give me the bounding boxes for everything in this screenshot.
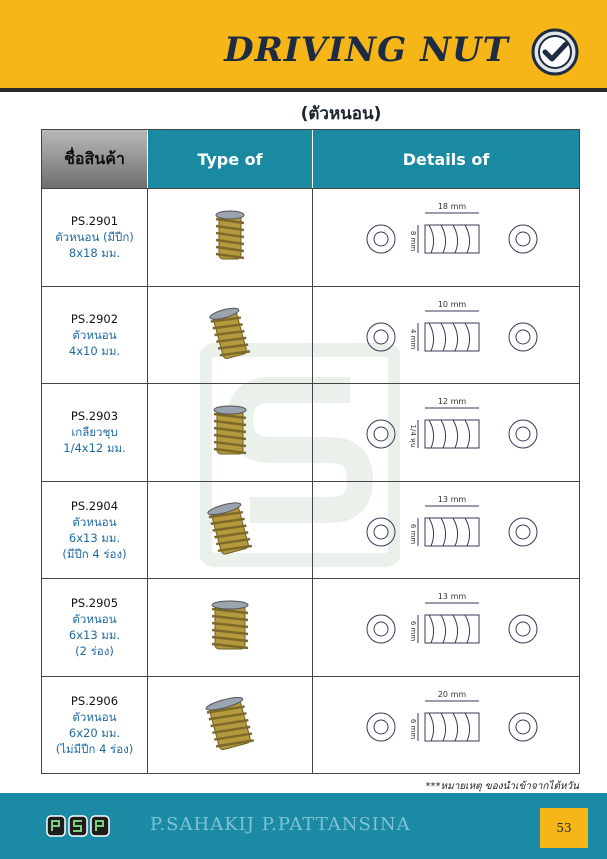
technical-drawing bbox=[313, 677, 579, 774]
driving-nut-photo bbox=[148, 677, 313, 774]
dimension-diameter: 6 mm bbox=[409, 523, 417, 544]
table-row bbox=[42, 188, 579, 286]
dimension-length: 13 mm bbox=[437, 592, 467, 601]
product-name-cell bbox=[42, 287, 148, 384]
dimension-length: 12 mm bbox=[437, 397, 467, 406]
technical-drawing bbox=[313, 384, 579, 481]
product-extra: (มีปีก 4 ร่อง) bbox=[62, 546, 127, 561]
footnote: ***หมายเหตุ ของนำเข้าจากไต้หวัน bbox=[425, 781, 579, 792]
product-code: PS.2903 bbox=[70, 409, 119, 424]
product-name: ตัวหนอน bbox=[72, 327, 117, 342]
dimension-diameter: 6 mm bbox=[409, 718, 417, 739]
product-name: ตัวหนอน bbox=[72, 709, 117, 724]
technical-drawing-cell bbox=[313, 189, 579, 286]
dimension-diameter: 8 mm bbox=[409, 230, 417, 252]
page-number: 53 bbox=[540, 808, 588, 848]
page-title: DRIVING NUT bbox=[224, 30, 509, 70]
dimension-diameter: 4 mm bbox=[409, 328, 417, 349]
subtitle: (ตัวหนอน) bbox=[300, 104, 382, 124]
driving-nut-photo bbox=[148, 287, 313, 384]
product-size: 4x10 มม. bbox=[68, 343, 121, 358]
product-code: PS.2905 bbox=[70, 596, 119, 611]
product-name: ตัวหนอน bbox=[72, 514, 117, 529]
product-image-cell bbox=[148, 189, 313, 286]
technical-drawing bbox=[313, 287, 579, 384]
product-name-cell bbox=[42, 189, 148, 286]
dimension-diameter: 1/4 หุน bbox=[409, 424, 417, 448]
driving-nut-photo bbox=[148, 189, 313, 286]
product-image-cell bbox=[148, 287, 313, 384]
table-row bbox=[42, 676, 579, 774]
table-row bbox=[42, 481, 579, 579]
footer-brand-text: P.SAHAKIJ P.PATTANSINA bbox=[150, 814, 411, 835]
table-row bbox=[42, 578, 579, 676]
header-divider bbox=[0, 88, 607, 92]
technical-drawing-cell bbox=[313, 482, 579, 579]
technical-drawing-cell bbox=[313, 384, 579, 481]
product-size: 6x13 มม. bbox=[68, 628, 121, 643]
dimension-length: 18 mm bbox=[437, 202, 467, 211]
dimension-length: 20 mm bbox=[437, 689, 467, 699]
technical-drawing-cell bbox=[313, 287, 579, 384]
company-logo-icon bbox=[46, 815, 110, 837]
product-code: PS.2906 bbox=[70, 693, 119, 708]
table-header bbox=[42, 130, 579, 188]
driving-nut-photo bbox=[148, 579, 313, 676]
product-image-cell bbox=[148, 677, 313, 774]
technical-drawing bbox=[313, 482, 579, 579]
header-details: Details of bbox=[313, 130, 579, 188]
check-circle-icon bbox=[530, 27, 580, 77]
product-extra: (ไม่มีปีก 4 ร่อง) bbox=[55, 741, 134, 756]
technical-drawing bbox=[313, 579, 579, 676]
product-image-cell bbox=[148, 384, 313, 481]
product-name-cell bbox=[42, 384, 148, 481]
product-code: PS.2904 bbox=[70, 498, 119, 513]
driving-nut-photo bbox=[148, 384, 313, 481]
table-row bbox=[42, 383, 579, 481]
header-type: Type of bbox=[148, 130, 313, 188]
technical-drawing bbox=[313, 189, 579, 286]
dimension-length: 13 mm bbox=[437, 494, 467, 504]
product-size: 8x18 มม. bbox=[68, 246, 121, 261]
product-image-cell bbox=[148, 482, 313, 579]
product-size: 6x13 มม. bbox=[68, 530, 121, 545]
product-name-cell bbox=[42, 677, 148, 774]
technical-drawing-cell bbox=[313, 677, 579, 774]
technical-drawing-cell bbox=[313, 579, 579, 676]
product-extra: (2 ร่อง) bbox=[75, 644, 114, 659]
header-product-name: ชื่อสินค้า bbox=[42, 130, 148, 188]
product-name: ตัวหนอน (มีปีก) bbox=[55, 230, 134, 245]
product-code: PS.2901 bbox=[70, 214, 119, 229]
product-name-cell bbox=[42, 579, 148, 676]
product-name-cell bbox=[42, 482, 148, 579]
product-size: 6x20 มม. bbox=[68, 725, 121, 740]
product-code: PS.2902 bbox=[70, 311, 119, 326]
product-image-cell bbox=[148, 579, 313, 676]
product-size: 1/4x12 มม. bbox=[63, 441, 126, 456]
product-name: เกลียวชุบ bbox=[71, 425, 118, 440]
product-table bbox=[41, 129, 580, 774]
dimension-diameter: 6 mm bbox=[409, 620, 417, 642]
driving-nut-photo bbox=[148, 482, 313, 579]
product-name: ตัวหนอน bbox=[72, 612, 117, 627]
table-row bbox=[42, 286, 579, 384]
dimension-length: 10 mm bbox=[437, 299, 467, 309]
